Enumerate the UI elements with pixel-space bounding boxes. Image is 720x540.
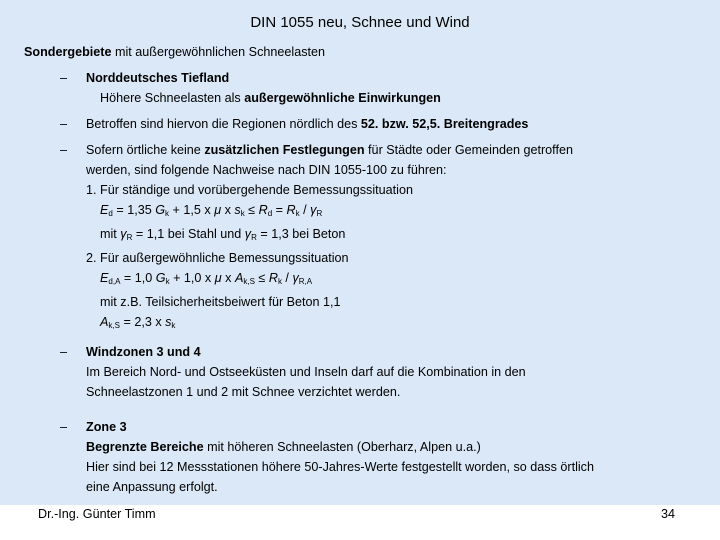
bullet-nachweise — [24, 140, 704, 336]
bullet-line: eine Anpassung erfolgt. — [86, 480, 218, 494]
bullet-text-bold: 52. bzw. 52,5. Breitengrades — [360, 117, 529, 131]
sym: γ — [244, 227, 252, 241]
sym: A — [234, 271, 244, 285]
txt: = — [272, 203, 287, 217]
line-rest: mit höheren Schneelasten (Oberharz, Alpen u.a.) — [203, 440, 481, 454]
intro-bold: Sondergebiete — [24, 45, 112, 59]
bullet-dash: – — [60, 345, 68, 359]
sub: k,S — [243, 277, 255, 286]
txt: ≤ — [244, 203, 259, 217]
sym: γ — [310, 203, 317, 217]
txt: x — [221, 203, 235, 217]
intro-line — [24, 42, 704, 62]
sym: G — [155, 271, 166, 285]
sym: E — [100, 271, 109, 285]
subline-text: Höhere Schneelasten als — [100, 91, 245, 105]
sym: R — [258, 203, 268, 217]
bullet-dash: – — [60, 143, 68, 157]
bullet-heading-text: Windzonen 3 und 4 — [86, 345, 201, 359]
sub: d — [267, 209, 273, 218]
txt: x — [221, 271, 235, 285]
bullet-subline — [86, 88, 704, 108]
enum-item-1-title: 1. Für ständige und vorübergehende Bemessungssituation — [86, 183, 413, 197]
subline-bold: außergewöhnliche Einwirkungen — [244, 91, 441, 105]
sub: k — [171, 321, 176, 330]
txt: + 1,5 x — [169, 203, 215, 217]
sym: γ — [120, 227, 127, 241]
slide-title: DIN 1055 neu, Schnee und Wind — [250, 14, 470, 31]
bullet-norddeutsches-tiefland — [24, 68, 704, 108]
bullet-dash: – — [60, 420, 68, 434]
formula-1 — [86, 200, 704, 224]
bullet-line — [86, 437, 704, 457]
bullet-line: Im Bereich Nord- und Ostseeküsten und Inseln darf auf die Kombination in den — [86, 365, 526, 379]
bullet-heading — [86, 342, 704, 362]
sub: R — [316, 209, 323, 218]
sub: d — [108, 209, 113, 218]
formula-2-note: mit z.B. Teilsicherheitsbeiwert für Beton 1,1 — [100, 295, 341, 309]
bullet-dash: – — [60, 71, 68, 85]
txt: / — [281, 271, 293, 285]
bullet-heading — [86, 417, 704, 437]
txt: = 1,3 bei Beton — [256, 227, 346, 241]
bullet-zone-3 — [24, 417, 704, 497]
bullet-windzonen — [24, 342, 704, 402]
txt: = 1,1 bei Stahl und — [132, 227, 245, 241]
bullet-dash: – — [60, 117, 68, 131]
bullet-line — [86, 140, 704, 160]
bullet-heading — [86, 68, 704, 88]
bullet-heading-text: Zone 3 — [86, 420, 127, 434]
sym: G — [155, 203, 166, 217]
sub: k — [277, 277, 282, 286]
sub: d,A — [108, 277, 121, 286]
sub: k,S — [108, 321, 120, 330]
sym: E — [100, 203, 109, 217]
line-bold: zusätzlichen Festlegungen — [204, 143, 365, 157]
page-number: 34 — [660, 507, 675, 521]
sub: k — [240, 209, 245, 218]
txt: + 1,0 x — [169, 271, 215, 285]
sym: μ — [214, 271, 222, 285]
line-bold: Begrenzte Bereiche — [86, 440, 204, 454]
sym: μ — [214, 203, 222, 217]
sub: R — [251, 233, 257, 242]
sym: s — [165, 315, 172, 329]
intro-rest: mit außergewöhnlichen Schneelasten — [111, 45, 326, 59]
bullet-text-pre: Betroffen sind hiervon die Regionen nördlich des — [86, 117, 361, 131]
sym: s — [234, 203, 241, 217]
slide-body — [24, 42, 704, 497]
bullet-heading-text: Norddeutsches Tiefland — [86, 71, 230, 85]
sym: γ — [292, 271, 299, 285]
bullet-line: Schneelastzonen 1 und 2 mit Schnee verzichtet werden. — [86, 385, 401, 399]
txt: = 1,35 — [112, 203, 156, 217]
formula-2 — [86, 268, 704, 292]
txt: ≤ — [254, 271, 269, 285]
sub: R,A — [298, 277, 313, 286]
sub: k — [165, 277, 170, 286]
bullet-breitengrad — [24, 114, 704, 134]
txt: = 2,3 x — [119, 315, 166, 329]
enum-item-2-title: 2. Für außergewöhnliche Bemessungssituation — [86, 251, 349, 265]
sym: R — [286, 203, 296, 217]
footer-author: Dr.-Ing. Günter Timm — [38, 507, 156, 521]
txt: = 1,0 — [120, 271, 156, 285]
bullet-text — [86, 114, 704, 134]
sym: A — [100, 315, 109, 329]
bullet-line: Hier sind bei 12 Messstationen höhere 50-Jahres-Werte festgestellt worden, so dass örtlich — [86, 460, 594, 474]
sub: R — [126, 233, 133, 242]
line-post: für Städte oder Gemeinden getroffen — [364, 143, 573, 157]
bullet-line: werden, sind folgende Nachweise nach DIN 1055-100 zu führen: — [86, 163, 447, 177]
txt: mit — [100, 227, 121, 241]
formula-1-note — [86, 224, 704, 248]
txt: / — [299, 203, 311, 217]
sub: k — [165, 209, 170, 218]
line-pre: Sofern örtliche keine — [86, 143, 205, 157]
sym: R — [268, 271, 278, 285]
formula-3 — [86, 312, 704, 336]
sub: k — [295, 209, 300, 218]
